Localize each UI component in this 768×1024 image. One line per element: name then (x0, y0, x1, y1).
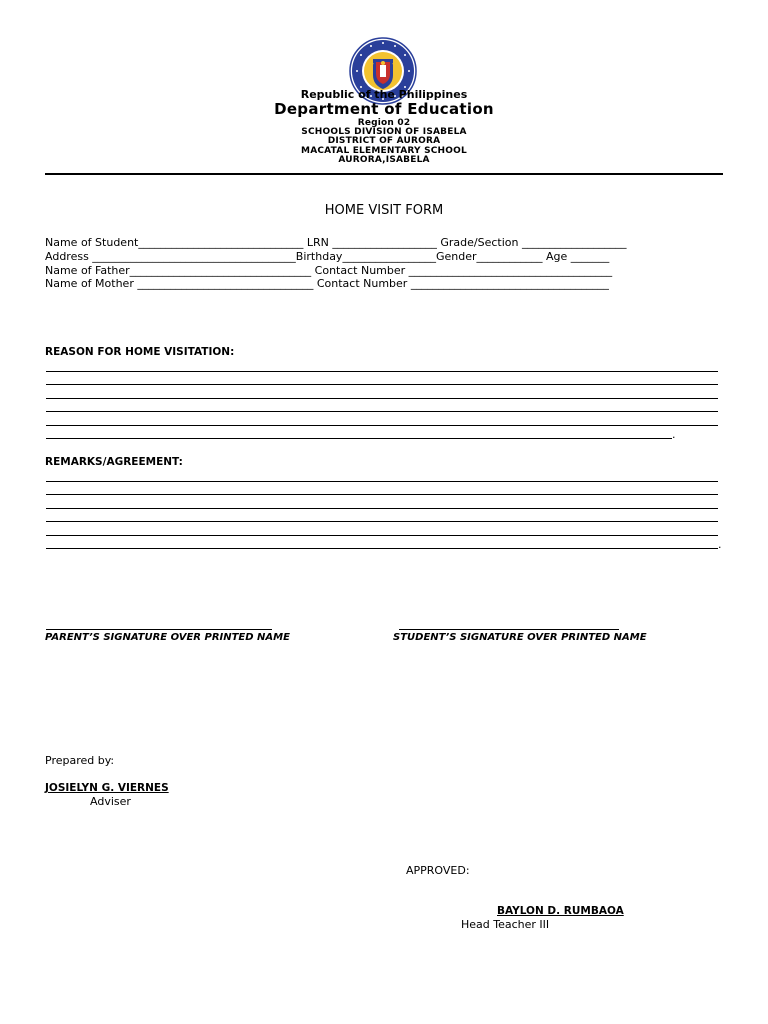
division-line: SCHOOLS DIVISION OF ISABELA (301, 127, 467, 137)
remarks-line (46, 494, 718, 495)
reason-line (46, 438, 672, 439)
remarks-end-mark: . (718, 538, 722, 551)
reason-line (46, 425, 718, 426)
form-title: HOME VISIT FORM (324, 203, 444, 218)
reason-heading: REASON FOR HOME VISITATION: (45, 346, 235, 358)
student-signature-label: STUDENT’S SIGNATURE OVER PRINTED NAME (393, 632, 647, 643)
school-line: MACATAL ELEMENTARY SCHOOL (301, 146, 467, 156)
mother-info-line: Name of Mother ________________________________ Contact Number ____________________________________ (45, 277, 609, 290)
remarks-heading: REMARKS/AGREEMENT: (45, 456, 183, 468)
district-line: DISTRICT OF AURORA (327, 136, 441, 146)
remarks-line (46, 521, 718, 522)
adviser-role: Adviser (90, 795, 131, 808)
remarks-line (46, 535, 718, 536)
address-line: AURORA,ISABELA (338, 155, 430, 165)
head-teacher-role: Head Teacher III (461, 918, 550, 931)
remarks-line (46, 481, 718, 482)
region-line: Region 02 (357, 118, 411, 128)
remarks-line (46, 508, 718, 509)
parent-signature-line (46, 629, 272, 630)
header-divider (45, 173, 723, 175)
republic-line: Republic of the Philippines (300, 88, 468, 101)
student-signature-line (399, 629, 619, 630)
reason-line (46, 384, 718, 385)
remarks-line (46, 548, 718, 549)
reason-line (46, 411, 718, 412)
father-info-line: Name of Father_________________________________ Contact Number _____________________________________ (45, 264, 613, 277)
approved-label: APPROVED: (406, 864, 470, 877)
reason-end-mark: . (672, 428, 676, 441)
adviser-name: JOSIELYN G. VIERNES (45, 782, 169, 794)
head-teacher-name: BAYLON D. RUMBAOA (497, 905, 624, 917)
department-title: Department of Education (274, 100, 494, 118)
prepared-by-label: Prepared by: (45, 754, 115, 767)
reason-line (46, 371, 718, 372)
student-info-line: Name of Student______________________________ LRN ___________________ Grade/Section ___________________ (45, 236, 627, 249)
parent-signature-label: PARENT’S SIGNATURE OVER PRINTED NAME (45, 632, 290, 643)
reason-line (46, 398, 718, 399)
address-info-line: Address _____________________________________Birthday_________________Gender____________ Age _______ (45, 250, 610, 263)
